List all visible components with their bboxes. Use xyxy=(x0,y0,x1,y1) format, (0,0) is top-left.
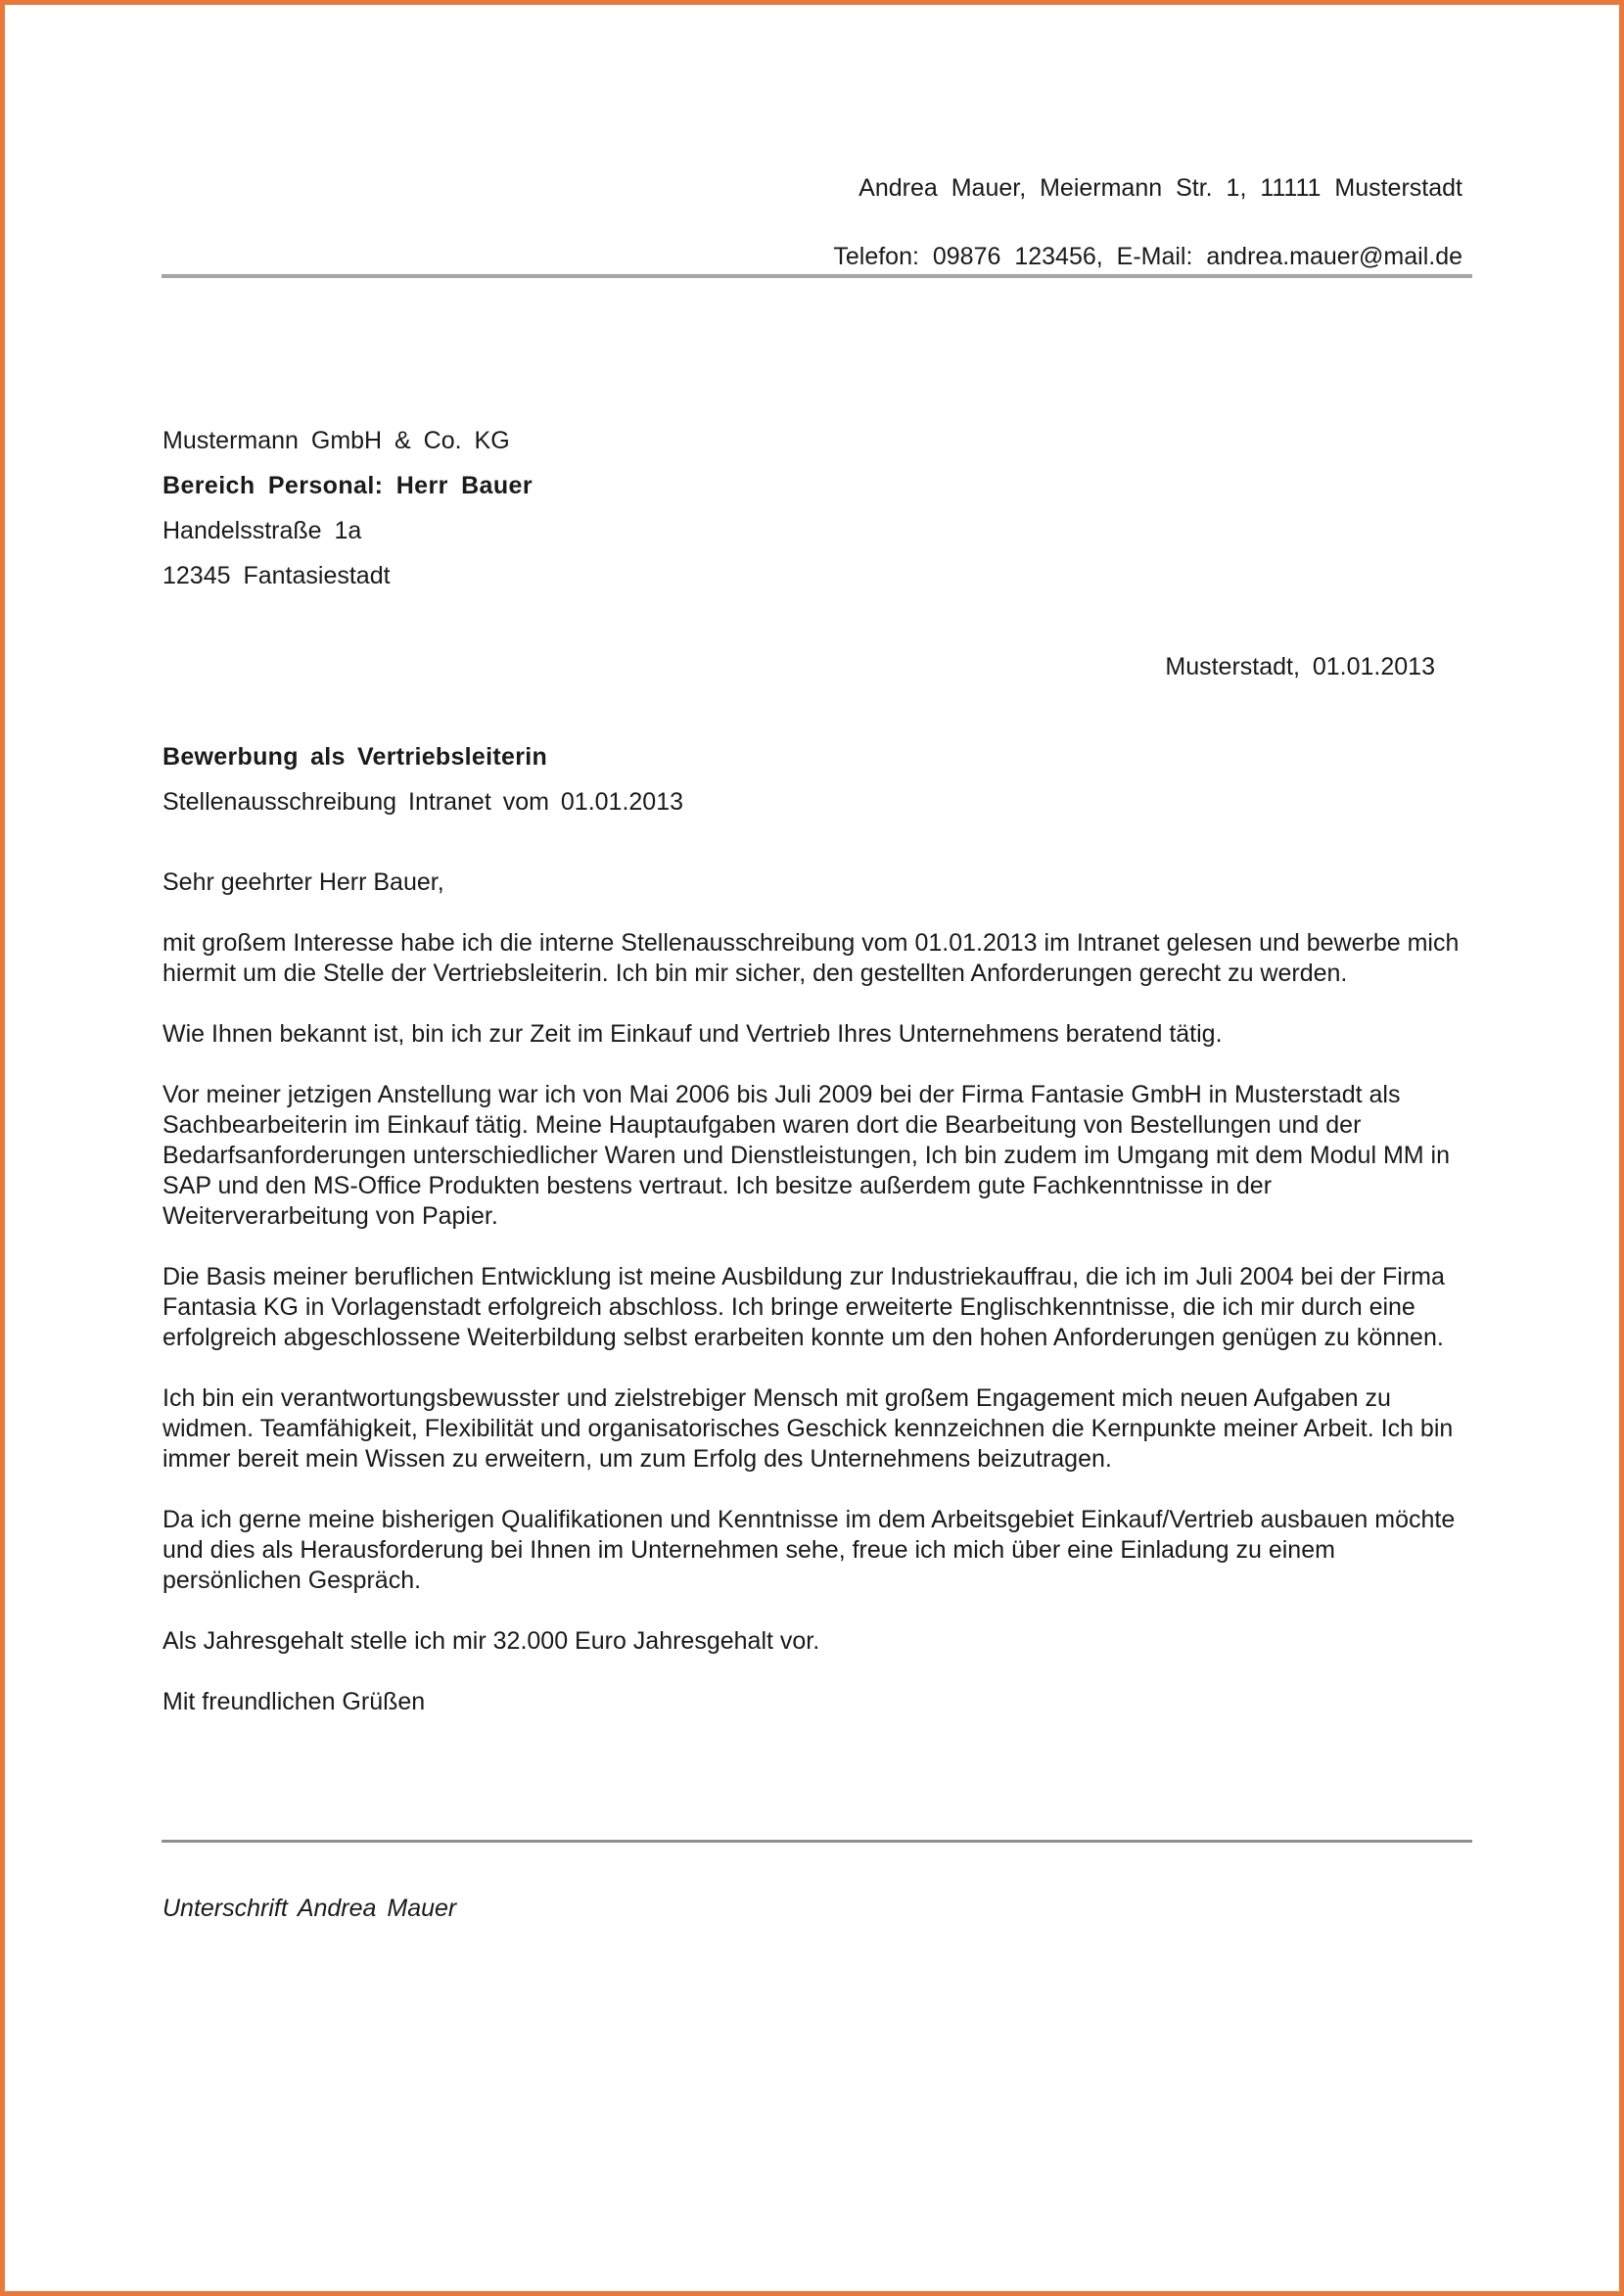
header-divider xyxy=(162,274,1472,278)
body-paragraph: Da ich gerne meine bisherigen Qualifikationen und Kenntnisse im dem Arbeitsgebiet Einkauf/Vertrieb ausbauen möchte und dies als Herausforderung bei Ihnen im Unternehmen sehe, freue ich mich über eine Einladung zu einem persönlichen Gespräch. xyxy=(162,1506,1456,1594)
recipient-department: Bereich Personal: Herr Bauer xyxy=(162,472,533,499)
signature: Unterschrift Andrea Mauer xyxy=(162,1895,457,1922)
body-paragraph: Ich bin ein verantwortungsbewusster und zielstrebiger Mensch mit großem Engagement mich neuen Aufgaben zu widmen. Teamfähigkeit, Flexibilität und organisatorisches Geschick kennzeichnen die Kernpunkte meiner Arbeit. Ich bin immer bereit mein Wissen zu erweitern, um zum Erfolg des Unternehmens beizutragen. xyxy=(162,1384,1454,1473)
body-paragraph: mit großem Interesse habe ich die interne Stellenausschreibung vom 01.01.2013 im Intranet gelesen und bewerbe mich hiermit um die Stelle der Vertriebsleiterin. Ich bin mir sicher, den gestellten Anforderungen gerecht zu werden. xyxy=(162,929,1460,987)
subject-title: Bewerbung als Vertriebsleiterin xyxy=(162,743,548,771)
recipient-company: Mustermann GmbH & Co. KG xyxy=(162,427,510,454)
closing: Mit freundlichen Grüßen xyxy=(162,1688,426,1715)
body-paragraph: Vor meiner jetzigen Anstellung war ich von Mai 2006 bis Juli 2009 bei der Firma Fantasie GmbH in Musterstadt als Sachbearbeiterin im Einkauf tätig. Meine Hauptaufgaben waren dort die Bearbeitung von Bestellungen und der Bedarfsanforderungen unterschiedlicher Waren und Dienstleistungen, Ich bin zudem im Umgang mit dem Modul MM in SAP und den MS-Office Produkten bestens vertraut. Ich besitze außerdem gute Fachkenntnisse in der Weiterverarbeitung von Papier. xyxy=(162,1081,1451,1230)
sender-contact: Telefon: 09876 123456, E-Mail: andrea.mauer@mail.de xyxy=(833,243,1462,270)
recipient-city: 12345 Fantasiestadt xyxy=(162,562,391,589)
letter-body xyxy=(162,867,1474,1748)
body-paragraph: Die Basis meiner beruflichen Entwicklung ist meine Ausbildung zur Industriekauffrau, die ich im Juli 2004 bei der Firma Fantasia KG in Vorlagenstadt erfolgreich abschloss. Ich bringe erweiterte Englischkenntnisse, die ich mir durch eine erfolgreich abgeschlossene Weiterbildung selbst erarbeiten konnte um den hohen Anforderungen genügen zu können. xyxy=(162,1263,1445,1351)
body-paragraph: Als Jahresgehalt stelle ich mir 32.000 Euro Jahresgehalt vor. xyxy=(162,1627,820,1655)
subject-block xyxy=(162,742,683,832)
subject-reference: Stellenausschreibung Intranet vom 01.01.2013 xyxy=(162,788,684,816)
body-paragraph: Wie Ihnen bekannt ist, bin ich zur Zeit im Einkauf und Vertrieb Ihres Unternehmens beratend tätig. xyxy=(162,1020,1223,1048)
recipient-street: Handelsstraße 1a xyxy=(162,517,362,544)
signature-line xyxy=(162,1840,1472,1843)
salutation: Sehr geehrter Herr Bauer, xyxy=(162,868,444,896)
date-line: Musterstadt, 01.01.2013 xyxy=(1165,653,1435,680)
recipient-block xyxy=(162,426,533,606)
sender-address: Andrea Mauer, Meiermann Str. 1, 11111 Musterstadt xyxy=(858,174,1462,202)
